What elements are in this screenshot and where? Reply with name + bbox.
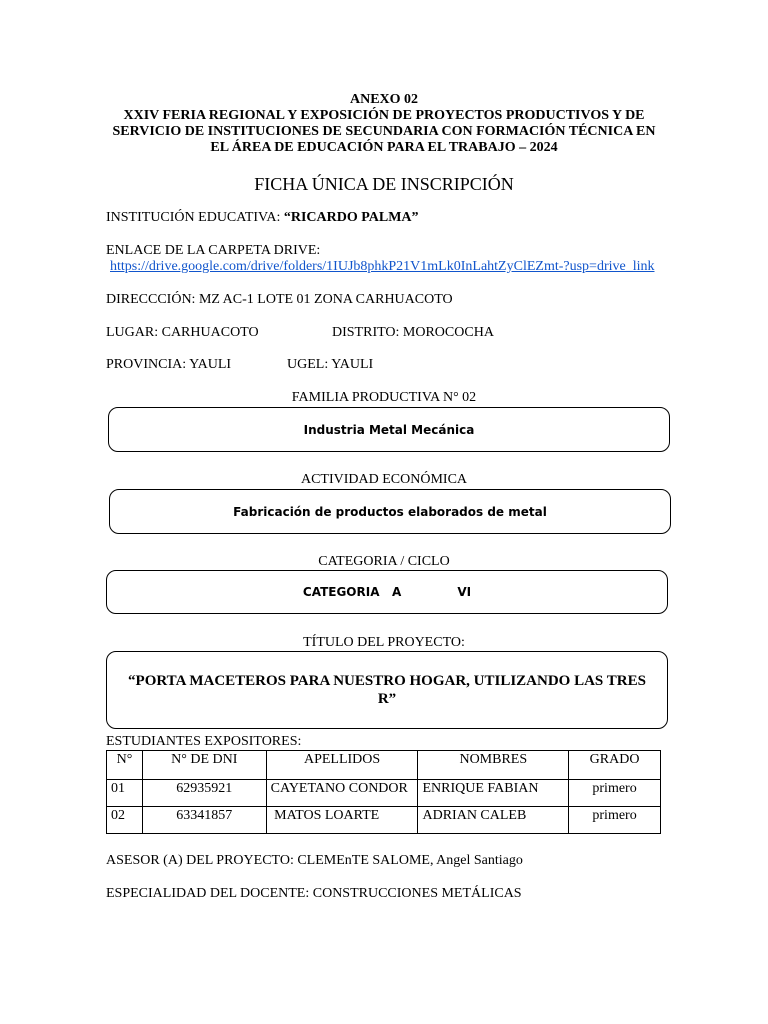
event-title-line-3: EL ÁREA DE EDUCACIÓN PARA EL TRABAJO – 2024 [210,140,558,155]
event-title-line-1: XXIV FERIA REGIONAL Y EXPOSICIÓN DE PROYECTOS PRODUCTIVOS Y DE [123,108,645,123]
family-value: Industria Metal Mecánica [303,422,475,437]
student-surnames: CAYETANO CONDOR [266,780,418,807]
district-line: DISTRITO: MOROCOCHA [332,325,494,340]
specialty-line: ESPECIALIDAD DEL DOCENTE: CONSTRUCCIONES METÁLICAS [106,886,522,901]
province-line: PROVINCIA: YAULI [106,357,232,372]
student-names: ADRIAN CALEB [418,807,569,834]
column-header-names: NOMBRES [418,751,569,780]
column-header-number: N° [107,751,143,780]
form-title: FICHA ÚNICA DE INSCRIPCIÓN [254,174,514,194]
document-header [0,92,768,156]
activity-label: ACTIVIDAD ECONÓMICA [300,472,468,487]
institution-label: INSTITUCIÓN EDUCATIVA: [106,210,284,225]
student-dni: 63341857 [142,807,266,834]
category-box [106,570,668,614]
event-title-line-2: SERVICIO DE INSTITUCIONES DE SECUNDARIA CON FORMACIÓN TÉCNICA EN [112,124,656,139]
student-grade: primero [569,780,661,807]
institution-name: “RICARDO PALMA” [283,210,419,225]
students-label: ESTUDIANTES EXPOSITORES: [106,734,302,749]
student-number: 02 [107,807,143,834]
student-grade: primero [569,807,661,834]
student-dni: 62935921 [142,780,266,807]
ugel-line: UGEL: YAULI [287,357,374,372]
annex-label: ANEXO 02 [349,92,419,107]
table-row [107,807,661,834]
family-label: FAMILIA PRODUCTIVA N° 02 [291,390,477,405]
project-title: “PORTA MACETEROS PARA NUESTRO HOGAR, UTILIZANDO LAS TRES R” [128,673,646,707]
activity-value: Fabricación de productos elaborados de metal [233,504,547,519]
student-surnames: MATOS LOARTE [266,807,418,834]
category-value: CATEGORIA A [302,585,402,599]
students-table [106,750,661,834]
address-line: DIRECCCIÓN: MZ AC-1 LOTE 01 ZONA CARHUACOTO [106,292,453,307]
column-header-surnames: APELLIDOS [266,751,418,780]
student-names: ENRIQUE FABIAN [418,780,569,807]
project-title-label: TÍTULO DEL PROYECTO: [303,635,465,650]
family-box [108,407,670,452]
drive-label: ENLACE DE LA CARPETA DRIVE: [106,243,321,258]
column-header-grade: GRADO [569,751,661,780]
place-line: LUGAR: CARHUACOTO [106,325,259,340]
institution-line [106,210,419,226]
advisor-line: ASESOR (A) DEL PROYECTO: CLEMEnTE SALOME, Angel Santiago [106,853,523,868]
project-title-box [106,651,668,729]
table-header-row [107,751,661,780]
cycle-value: VI [457,585,472,599]
student-number: 01 [107,780,143,807]
table-row [107,780,661,807]
column-header-dni: N° DE DNI [142,751,266,780]
category-label: CATEGORIA / CICLO [318,554,450,569]
activity-box [109,489,671,534]
drive-link[interactable]: https://drive.google.com/drive/folders/1IUJb8phkP21V1mLk0InLahtZyClEZmt-?usp=drive_link [110,259,655,274]
